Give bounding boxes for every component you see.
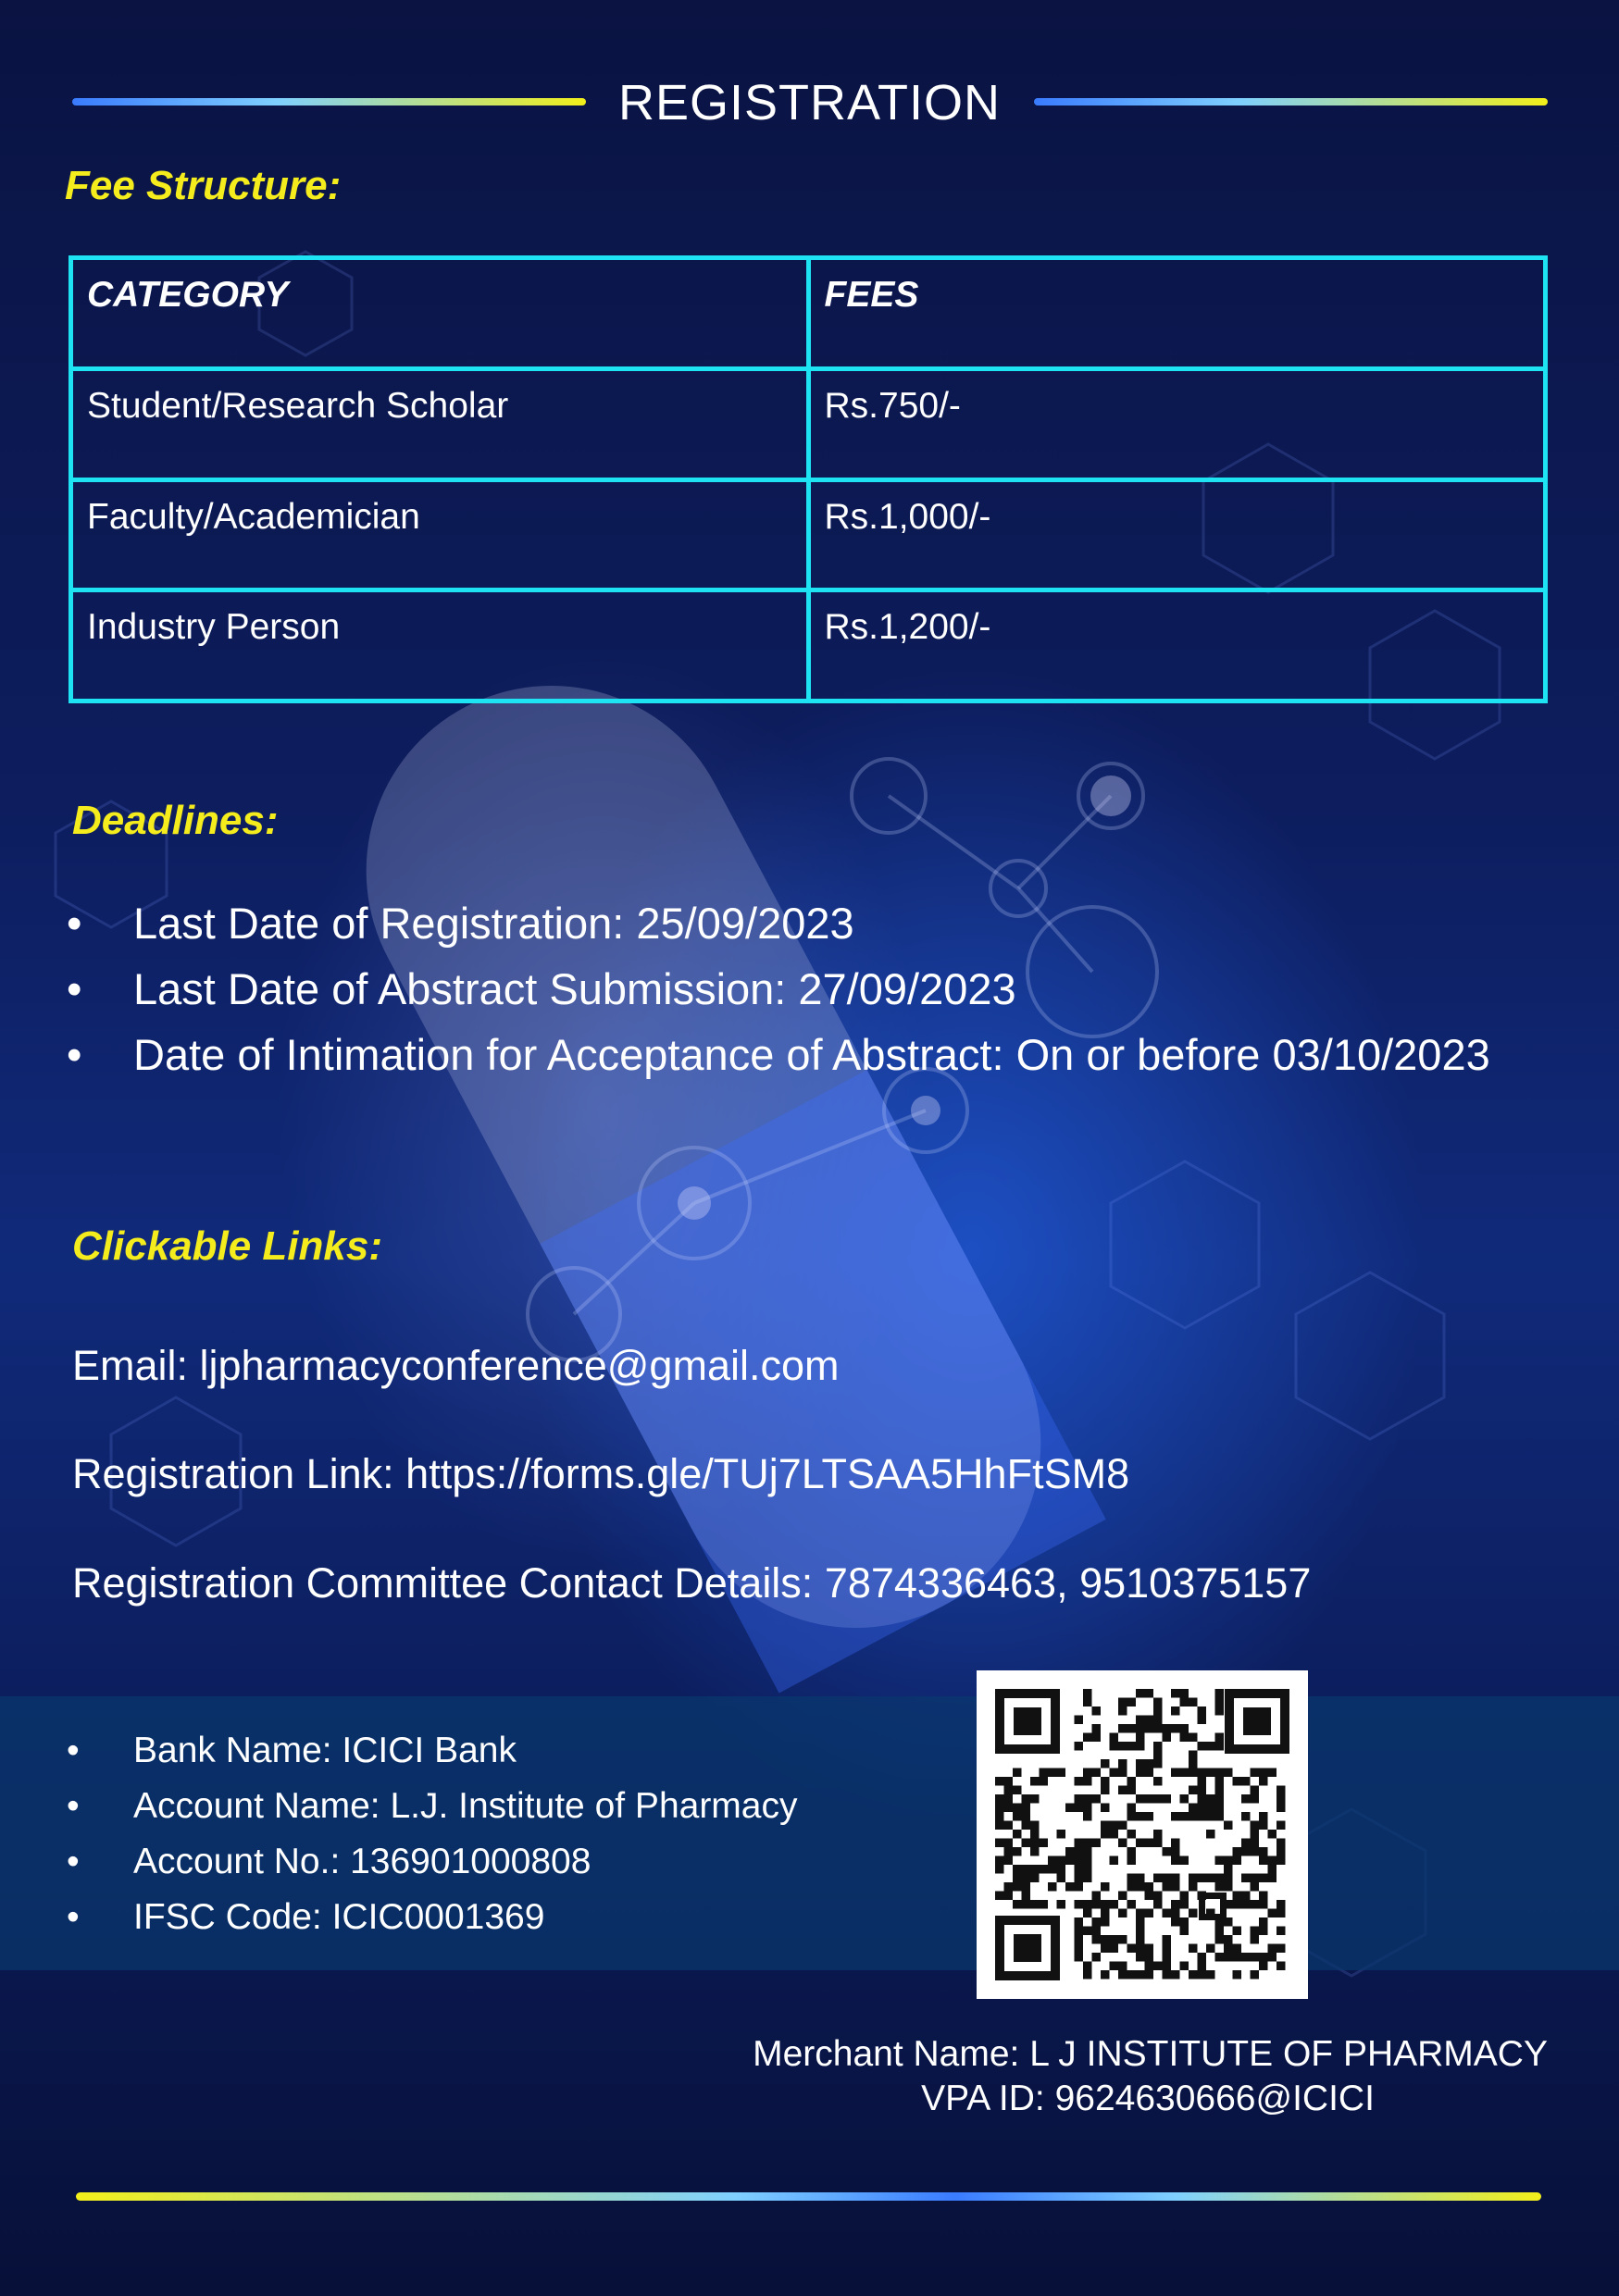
page-title: REGISTRATION	[617, 75, 1002, 130]
fee-cell: Rs.750/-	[808, 368, 1546, 479]
list-item: • Last Date of Registration: 25/09/2023	[67, 896, 1543, 950]
header-line-right	[1034, 98, 1548, 105]
footer-line	[76, 2192, 1541, 2201]
list-item: • Last Date of Abstract Submission: 27/09/2023	[67, 962, 1543, 1016]
list-item: • IFSC Code: ICIC0001369	[67, 1890, 900, 1945]
deadlines-list	[67, 896, 1543, 1093]
table-header-row	[71, 258, 1546, 369]
table-row	[71, 590, 1546, 701]
table-row	[71, 479, 1546, 590]
category-cell: Faculty/Academician	[71, 479, 809, 590]
merchant-name: Merchant Name: L J INSTITUTE OF PHARMACY	[753, 2034, 1548, 2074]
fee-cell: Rs.1,000/-	[808, 479, 1546, 590]
list-item: • Account No.: 136901000808	[67, 1834, 900, 1890]
column-header-category: CATEGORY	[71, 258, 809, 369]
column-header-fees: FEES	[808, 258, 1546, 369]
header	[0, 74, 1619, 130]
deadlines-heading: Deadlines:	[72, 798, 279, 843]
category-cell: Industry Person	[71, 590, 809, 701]
fee-cell: Rs.1,200/-	[808, 590, 1546, 701]
qr-code-graphic	[977, 1670, 1308, 1999]
vpa-id: VPA ID: 9624630666@ICICI	[921, 2079, 1375, 2118]
list-item: • Account Name: L.J. Institute of Pharmacy	[67, 1779, 900, 1834]
table-row	[71, 368, 1546, 479]
qr-code-icon	[977, 1670, 1308, 1999]
bank-details-list	[67, 1723, 900, 1945]
clickable-links-heading: Clickable Links:	[72, 1223, 383, 1269]
fee-table	[68, 255, 1548, 703]
registration-link[interactable]: Registration Link: https://forms.gle/TUj7LTSAA5HhFtSM8	[72, 1450, 1130, 1497]
fee-structure-heading: Fee Structure:	[65, 163, 342, 208]
contact-details: Registration Committee Contact Details: 7874336463, 9510375157	[72, 1559, 1312, 1607]
email-link[interactable]: Email: ljpharmacyconference@gmail.com	[72, 1342, 840, 1389]
list-item: • Bank Name: ICICI Bank	[67, 1723, 900, 1779]
category-cell: Student/Research Scholar	[71, 368, 809, 479]
list-item: • Date of Intimation for Acceptance of Abstract: On or before 03/10/2023	[67, 1027, 1543, 1082]
